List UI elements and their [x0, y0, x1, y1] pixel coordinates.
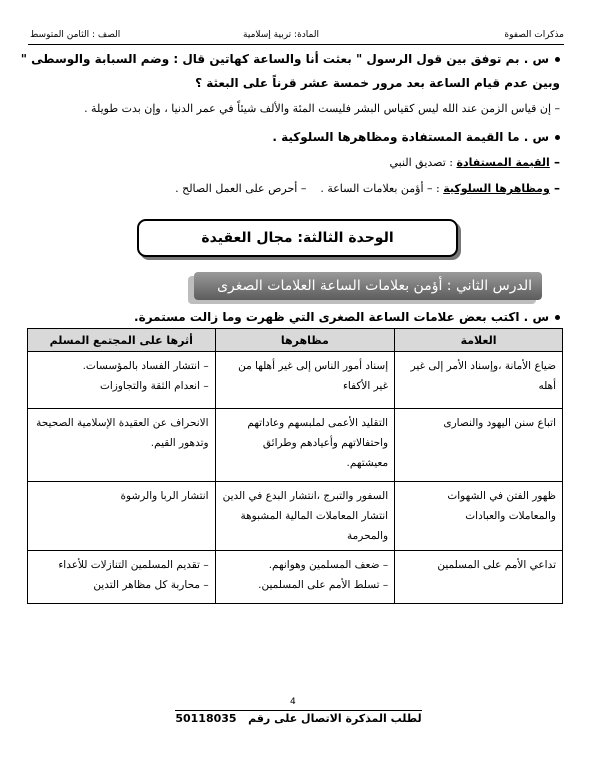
signs-table — [27, 328, 563, 604]
table-row — [28, 551, 563, 604]
table-row — [28, 409, 563, 482]
value-line: – القيمة المستفادة : تصديق النبي — [389, 155, 560, 169]
question-1-answer: – إن قياس الزمن عند الله ليس كقياس البشر فليست المئة والألف شيئاً في عمر الدنيا ، وإن بدت طويلة . — [84, 102, 560, 115]
table-header-row — [28, 329, 563, 352]
question-3-text: . اكتب بعض علامات الساعة الصغرى التي ظهرت وما زالت مستمرة. — [134, 310, 529, 324]
behaviour-item-2: – أحرص على العمل الصالح . — [175, 182, 307, 195]
table-row — [28, 352, 563, 409]
cell-sign: اتباع سنن اليهود والنصارى — [395, 409, 563, 482]
value-label: القيمة المستفادة — [456, 156, 550, 169]
page-number: 4 — [290, 697, 296, 707]
cell-manifestation: التقليد الأعمى لملبسهم وعاداتهم واحتفالاتهم وأعيادهم وطرائق معيشتهم. — [215, 409, 395, 482]
effect-item: – انتشار الفساد بالمؤسسات. — [82, 360, 209, 372]
behaviour-label: ومظاهرها السلوكية — [443, 182, 550, 195]
bullet-icon — [555, 57, 560, 62]
cell-sign: تداعي الأمم على المسلمين — [395, 551, 563, 604]
question-1-text: . بم توفق بين قول الرسول " بعثت أنا والساعة كهاتين قال : وضم السبابة والوسطى " — [20, 52, 529, 66]
bullet-icon — [555, 135, 560, 140]
cell-effect — [28, 352, 216, 409]
value-text: : تصديق النبي — [389, 156, 453, 169]
cell-sign: ظهور الفتن في الشهوات والمعاملات والعبادات — [395, 482, 563, 551]
question-2-line-1 — [24, 130, 560, 144]
bullet-icon — [555, 315, 560, 320]
table-row — [28, 482, 563, 551]
effect-item: – محاربة كل مظاهر التدين — [93, 579, 209, 591]
column-header-manifestations: مظاهرها — [215, 329, 395, 352]
effect-item: – تقديم المسلمين التنازلات للأعداء — [58, 559, 209, 571]
question-marker: س — [532, 310, 549, 324]
page-header — [28, 30, 564, 45]
question-2-text: . ما القيمة المستفادة ومظاهرها السلوكية . — [272, 130, 529, 144]
question-1-line-1 — [20, 52, 560, 66]
cell-effect: الانحراف عن العقيدة الإسلامية الصحيحة وتدهور القيم. — [28, 409, 216, 482]
question-3-line — [24, 310, 560, 324]
column-header-effect: أثرها على المجتمع المسلم — [28, 329, 216, 352]
cell-effect: انتشار الربا والرشوة — [28, 482, 216, 551]
column-header-sign: العلامة — [395, 329, 563, 352]
lesson-title: الدرس الثاني : أؤمن بعلامات الساعة العلامات الصغرى — [217, 278, 532, 294]
cell-manifestation: السفور والتبرج ،انتشار البدع في الدين انتشار المعاملات المالية المشبوهة والمحرمة — [215, 482, 395, 551]
behaviour-line: – ومظاهرها السلوكية : – أؤمن بعلامات الساعة . – أحرص على العمل الصالح . — [175, 181, 560, 195]
question-marker: س — [532, 130, 549, 144]
manifestation-item: – ضعف المسلمين وهوانهم. — [268, 559, 389, 571]
footer-phone: 50118035 — [175, 712, 237, 725]
behaviour-item-1: : – أؤمن بعلامات الساعة . — [320, 182, 440, 195]
header-publisher: مذكرات الصفوة — [504, 30, 564, 40]
cell-manifestation — [215, 551, 395, 604]
effect-item: – انعدام الثقة والتجاوزات — [99, 380, 209, 392]
cell-effect — [28, 551, 216, 604]
header-subject: المادة: تربية إسلامية — [243, 30, 319, 40]
unit-title: الوحدة الثالثة: مجال العقيدة — [137, 219, 458, 257]
footer-text: لطلب المذكرة الاتصال على رقم — [248, 712, 422, 725]
page-footer — [175, 710, 422, 725]
cell-manifestation: إسناد أمور الناس إلى غير أهلها من غير الأكفاء — [215, 352, 395, 409]
manifestation-item: – تسلط الأمم على المسلمين. — [258, 579, 389, 591]
question-marker: س — [532, 52, 549, 66]
question-1-line-2: وبين عدم قيام الساعة بعد مرور خمسة عشر قرناً على البعثة ؟ — [195, 76, 560, 90]
header-grade: الصف : الثامن المتوسط — [30, 30, 121, 40]
cell-sign: ضياع الأمانة ،وإسناد الأمر إلى غير أهله — [395, 352, 563, 409]
lesson-banner — [194, 272, 542, 300]
